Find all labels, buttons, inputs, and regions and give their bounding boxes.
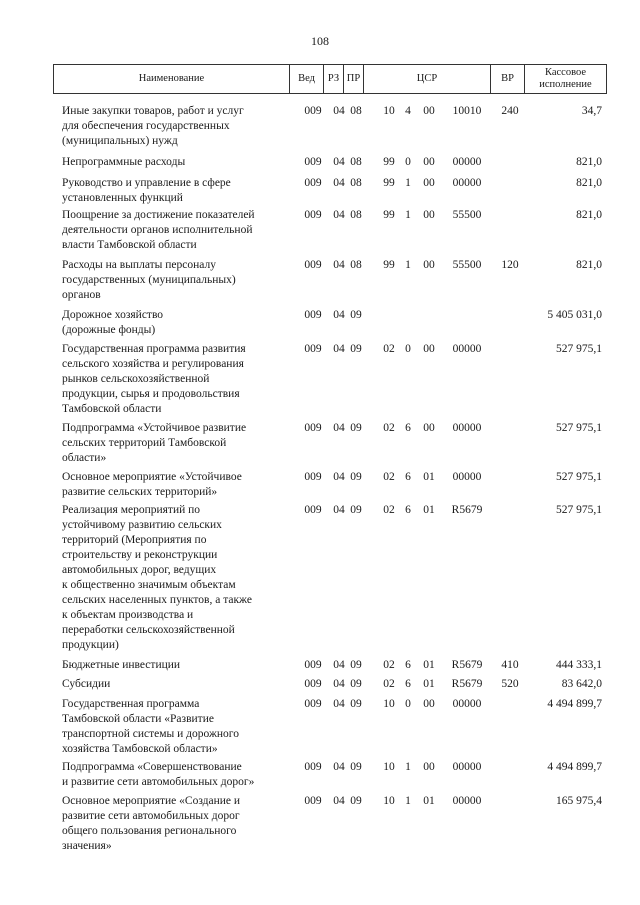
row-csr-2: 6 xyxy=(405,471,411,483)
row-pr: 09 xyxy=(350,504,362,516)
row-pr: 09 xyxy=(350,343,362,355)
row-name: Основное мероприятие «Устойчивое развитие сельских территорий» xyxy=(62,471,242,498)
row-csr-1: 02 xyxy=(383,422,395,434)
row-pr: 08 xyxy=(350,177,362,189)
row-name: Поощрение за достижение показателей деятельности органов исполнительной власти Тамбовской области xyxy=(62,209,255,251)
row-rz: 04 xyxy=(333,795,345,807)
row-name: Руководство и управление в сфере установленных функций xyxy=(62,177,231,204)
row-name: Расходы на выплаты персоналу государственных (муниципальных) органов xyxy=(62,259,236,301)
row-rz: 04 xyxy=(333,761,345,773)
row-csr-2: 1 xyxy=(405,795,411,807)
row-csr-2: 1 xyxy=(405,259,411,271)
row-csr-4: 00000 xyxy=(452,698,482,710)
row-csr-3: 00 xyxy=(423,209,435,221)
row-csr-3: 01 xyxy=(423,795,435,807)
row-pr: 09 xyxy=(350,761,362,773)
table-header xyxy=(53,64,607,94)
row-sum: 5 405 031,0 xyxy=(547,309,602,321)
row-csr-1: 99 xyxy=(383,156,395,168)
row-csr-2: 6 xyxy=(405,659,411,671)
row-sum: 444 333,1 xyxy=(556,659,602,671)
row-name: Государственная программа Тамбовской области «Развитие транспортной системы и дорожного хозяйства Тамбовской области» xyxy=(62,698,239,755)
row-rz: 04 xyxy=(333,659,345,671)
row-csr-2: 1 xyxy=(405,761,411,773)
row-ved: 009 xyxy=(304,698,322,710)
row-ved: 009 xyxy=(304,795,322,807)
row-sum: 821,0 xyxy=(576,209,602,221)
row-rz: 04 xyxy=(333,177,345,189)
row-csr-1: 02 xyxy=(383,471,395,483)
row-csr-1: 99 xyxy=(383,209,395,221)
row-pr: 09 xyxy=(350,678,362,690)
row-csr-4: R5679 xyxy=(451,678,483,690)
row-ved: 009 xyxy=(304,678,322,690)
row-csr-3: 00 xyxy=(423,343,435,355)
row-csr-1: 99 xyxy=(383,259,395,271)
header-vr: ВР xyxy=(491,65,525,93)
row-csr-2: 0 xyxy=(405,698,411,710)
row-csr-1: 02 xyxy=(383,504,395,516)
row-ved: 009 xyxy=(304,105,322,117)
row-sum: 527 975,1 xyxy=(556,343,602,355)
row-rz: 04 xyxy=(333,156,345,168)
row-rz: 04 xyxy=(333,209,345,221)
row-pr: 09 xyxy=(350,698,362,710)
row-csr-3: 01 xyxy=(423,659,435,671)
header-csr: ЦСР xyxy=(364,65,491,93)
row-csr-2: 6 xyxy=(405,678,411,690)
header-ved: Вед xyxy=(290,65,324,93)
row-csr-4: 55500 xyxy=(452,259,482,271)
row-csr-2: 6 xyxy=(405,504,411,516)
row-csr-3: 00 xyxy=(423,422,435,434)
row-csr-4: 00000 xyxy=(452,156,482,168)
row-ved: 009 xyxy=(304,504,322,516)
row-csr-1: 02 xyxy=(383,659,395,671)
row-rz: 04 xyxy=(333,678,345,690)
row-name: Иные закупки товаров, работ и услуг для обеспечения государственных (муниципальных) нужд xyxy=(62,105,244,147)
row-sum: 821,0 xyxy=(576,177,602,189)
row-csr-3: 00 xyxy=(423,761,435,773)
row-ved: 009 xyxy=(304,659,322,671)
row-csr-4: 00000 xyxy=(452,177,482,189)
row-csr-3: 01 xyxy=(423,471,435,483)
row-csr-3: 00 xyxy=(423,105,435,117)
row-rz: 04 xyxy=(333,471,345,483)
row-sum: 821,0 xyxy=(576,156,602,168)
row-csr-4: 00000 xyxy=(452,422,482,434)
row-name: Субсидии xyxy=(62,678,111,690)
row-name: Бюджетные инвестиции xyxy=(62,659,181,671)
header-rz: РЗ xyxy=(324,65,344,93)
row-pr: 09 xyxy=(350,471,362,483)
row-csr-4: 00000 xyxy=(452,795,482,807)
row-sum: 4 494 899,7 xyxy=(547,698,602,710)
row-name: Непрограммные расходы xyxy=(62,156,186,168)
row-pr: 08 xyxy=(350,209,362,221)
row-vr: 120 xyxy=(501,259,519,271)
row-ved: 009 xyxy=(304,422,322,434)
row-csr-3: 00 xyxy=(423,698,435,710)
row-sum: 527 975,1 xyxy=(556,471,602,483)
row-rz: 04 xyxy=(333,343,345,355)
row-csr-3: 00 xyxy=(423,177,435,189)
row-pr: 09 xyxy=(350,422,362,434)
row-ved: 009 xyxy=(304,156,322,168)
row-csr-2: 0 xyxy=(405,343,411,355)
row-pr: 09 xyxy=(350,795,362,807)
row-csr-3: 01 xyxy=(423,678,435,690)
row-csr-4: R5679 xyxy=(451,504,483,516)
header-pr: ПР xyxy=(344,65,364,93)
row-rz: 04 xyxy=(333,259,345,271)
header-name: Наименование xyxy=(54,65,290,93)
row-csr-1: 99 xyxy=(383,177,395,189)
row-csr-4: 00000 xyxy=(452,471,482,483)
row-vr: 520 xyxy=(501,678,519,690)
row-csr-4: 55500 xyxy=(452,209,482,221)
row-name: Дорожное хозяйство (дорожные фонды) xyxy=(62,309,164,336)
row-csr-1: 10 xyxy=(383,795,395,807)
row-pr: 09 xyxy=(350,659,362,671)
row-sum: 4 494 899,7 xyxy=(547,761,602,773)
row-csr-3: 00 xyxy=(423,156,435,168)
row-rz: 04 xyxy=(333,698,345,710)
row-csr-1: 10 xyxy=(383,105,395,117)
row-csr-1: 10 xyxy=(383,761,395,773)
row-vr: 410 xyxy=(501,659,519,671)
row-csr-4: 00000 xyxy=(452,343,482,355)
row-csr-2: 0 xyxy=(405,156,411,168)
row-sum: 527 975,1 xyxy=(556,422,602,434)
row-csr-4: R5679 xyxy=(451,659,483,671)
row-csr-2: 6 xyxy=(405,422,411,434)
row-ved: 009 xyxy=(304,259,322,271)
row-name: Основное мероприятие «Создание и развитие сети автомобильных дорог общего пользования регионального значения» xyxy=(62,795,241,852)
header-kass: Кассовое исполнение xyxy=(539,67,592,90)
row-pr: 08 xyxy=(350,259,362,271)
row-sum: 34,7 xyxy=(581,105,602,117)
row-name: Государственная программа развития сельского хозяйства и регулирования рынков сельскохозяйственной продукции, сырья и продовольствия Тамбовской области xyxy=(62,343,246,415)
row-pr: 08 xyxy=(350,156,362,168)
row-ved: 009 xyxy=(304,177,322,189)
row-ved: 009 xyxy=(304,209,322,221)
row-rz: 04 xyxy=(333,422,345,434)
row-rz: 04 xyxy=(333,309,345,321)
row-csr-4: 00000 xyxy=(452,761,482,773)
row-pr: 08 xyxy=(350,105,362,117)
row-rz: 04 xyxy=(333,504,345,516)
row-csr-2: 1 xyxy=(405,209,411,221)
row-csr-3: 00 xyxy=(423,259,435,271)
row-vr: 240 xyxy=(501,105,519,117)
row-ved: 009 xyxy=(304,309,322,321)
row-csr-3: 01 xyxy=(423,504,435,516)
row-sum: 821,0 xyxy=(576,259,602,271)
row-pr: 09 xyxy=(350,309,362,321)
row-name: Подпрограмма «Совершенствование и развитие сети автомобильных дорог» xyxy=(62,761,255,788)
row-name: Подпрограмма «Устойчивое развитие сельских территорий Тамбовской области» xyxy=(62,422,247,464)
row-csr-1: 02 xyxy=(383,678,395,690)
row-ved: 009 xyxy=(304,343,322,355)
row-sum: 165 975,4 xyxy=(556,795,602,807)
row-csr-1: 10 xyxy=(383,698,395,710)
row-name: Реализация мероприятий по устойчивому развитию сельских территорий (Мероприятия по строительству и реконструкции автомобильных дорог, ведущих к общественно значимым объектам сельских населенных пунктов, а также к объектам производства и переработки сельскохозяйственной продукции) xyxy=(62,504,252,651)
row-ved: 009 xyxy=(304,471,322,483)
page-number: 108 xyxy=(311,34,329,48)
row-ved: 009 xyxy=(304,761,322,773)
row-sum: 527 975,1 xyxy=(556,504,602,516)
row-csr-2: 4 xyxy=(405,105,411,117)
row-sum: 83 642,0 xyxy=(561,678,602,690)
row-csr-4: 10010 xyxy=(452,105,482,117)
row-rz: 04 xyxy=(333,105,345,117)
row-csr-1: 02 xyxy=(383,343,395,355)
row-csr-2: 1 xyxy=(405,177,411,189)
